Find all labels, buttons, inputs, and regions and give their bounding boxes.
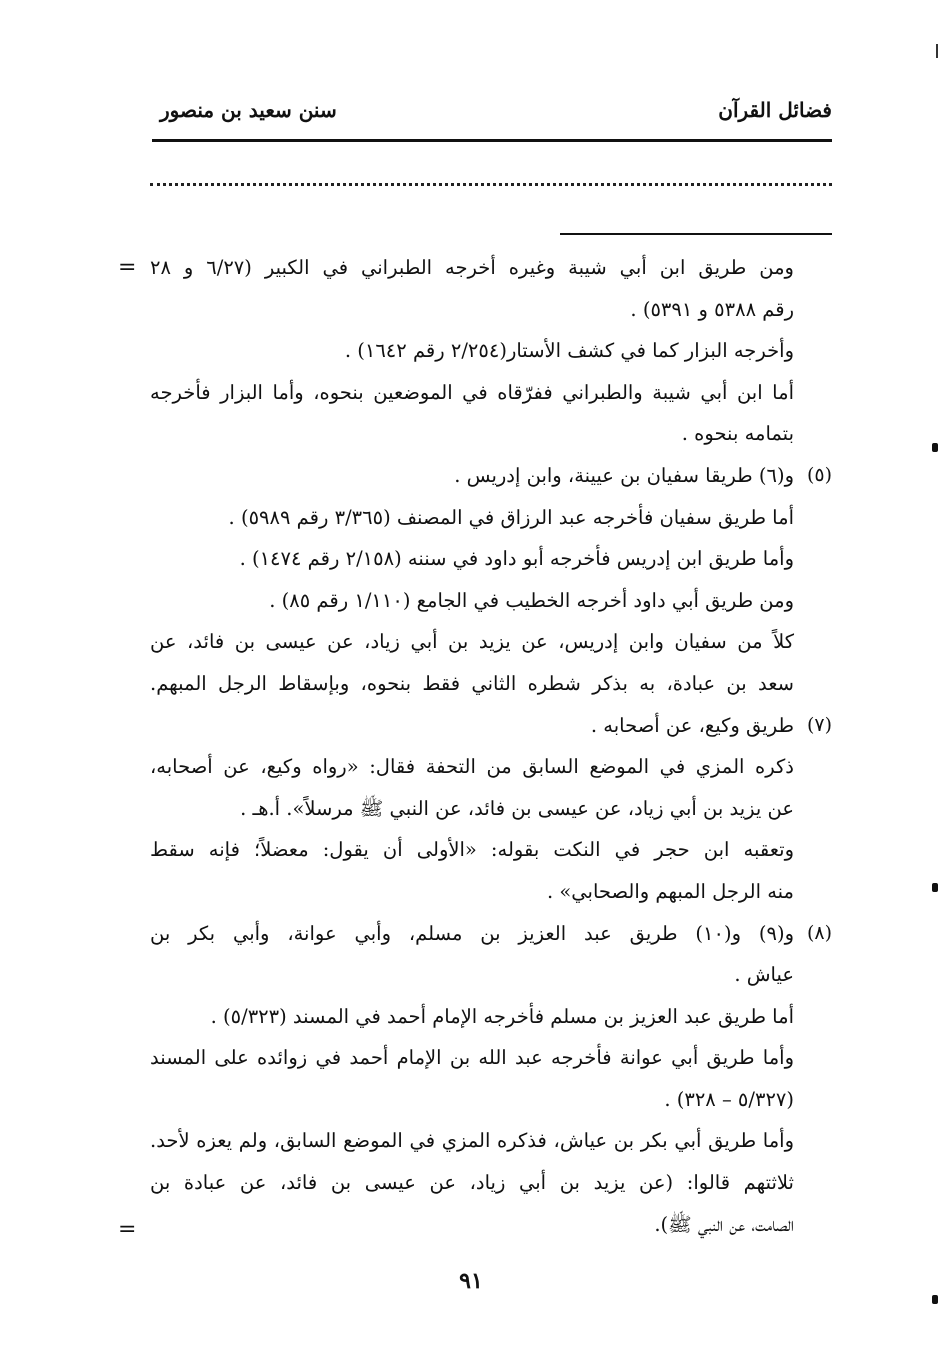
footnote-text: عياش . <box>734 963 794 987</box>
footnotes-body <box>150 247 832 1245</box>
footnote-line <box>150 289 832 331</box>
dotted-separator <box>150 183 832 186</box>
footnote-text: أما ابن أبي شيبة والطبراني ففرّقاه في الموضعين بنحوه، وأما البزار فأخرجه <box>150 380 794 404</box>
footnote-text: كلاً من سفيان وابن إدريس، عن يزيد بن أبي زياد، عن عيسى بن فائد، عن <box>150 630 794 654</box>
footnote-number: (٥) <box>806 463 832 486</box>
footnote-line <box>150 413 832 455</box>
scan-edge-mark <box>932 443 938 452</box>
footnote-text: أما طريق عبد العزيز بن مسلم فأخرجه الإمام أحمد في المسند (٥/٣٢٣) . <box>210 1004 794 1028</box>
footnote-line <box>150 829 832 871</box>
footnote-line <box>150 1204 832 1246</box>
continuation-mark-top: = <box>118 255 137 280</box>
footnote-text: ذكره المزي في الموضع السابق من التحفة فقال: «رواه وكيع، عن أصحابه، <box>150 755 794 779</box>
footnote-line <box>150 954 832 996</box>
running-header-book-title: سنن سعيد بن منصور <box>160 98 337 122</box>
footnote-text: سعد بن عبادة، به بذكر شطره الثاني فقط بنحوه، وبإسقاط الرجل المبهم. <box>150 671 794 695</box>
footnote-number: (٨) <box>806 921 832 944</box>
footnote-text: أما طريق سفيان فأخرجه عبد الرزاق في المصنف (٣/٣٦٥ رقم ٥٩٨٩) . <box>228 505 794 529</box>
footnote-text: ومن طريق ابن أبي شيبة وغيره أخرجه الطبراني في الكبير (٦/٢٧ و ٢٨ <box>150 256 794 279</box>
footnote-line <box>150 788 832 830</box>
footnote-line <box>150 455 832 497</box>
footnote-text: ومن طريق أبي داود أخرجه الخطيب في الجامع (١/١١٠ رقم ٨٥) . <box>269 588 794 612</box>
footnote-text: الصامت، عن النبي ﷺ). <box>654 1212 794 1236</box>
footnote-text: ثلاثتهم قالوا: (عن يزيد بن أبي زياد، عن عيسى بن فائد، عن عبادة بن <box>150 1171 794 1195</box>
footnote-line <box>150 372 832 414</box>
footnote-line <box>150 913 832 955</box>
scan-edge-mark <box>932 883 938 892</box>
footnote-text: و(٩) و(١٠) طريق عبد العزيز بن مسلم، وأبي عوانة، وأبي بكر بن <box>150 921 794 945</box>
footnote-line <box>150 1037 832 1079</box>
footnote-text: (٥/٣٢٧ – ٣٢٨) . <box>664 1087 794 1111</box>
footnote-line <box>150 1079 832 1121</box>
header-rule <box>152 139 832 142</box>
footnote-text: بتمامه بنحوه . <box>681 422 794 446</box>
footnote-line <box>150 996 832 1038</box>
footnote-line <box>150 1120 832 1162</box>
footnote-line <box>150 663 832 705</box>
page-number: ٩١ <box>459 1268 483 1294</box>
footnote-line <box>150 330 832 372</box>
footnote-text: منه الرجل المبهم والصحابي» . <box>546 879 794 903</box>
footnote-text: عن يزيد بن أبي زياد، عن عيسى بن فائد، عن النبي ﷺ مرسلاً». أ.هـ . <box>240 796 794 820</box>
continuation-mark-bottom: = <box>118 1217 137 1242</box>
running-header-chapter: فضائل القرآن <box>718 98 832 122</box>
footnote-rule <box>560 233 832 235</box>
footnote-line <box>150 497 832 539</box>
footnote-line <box>150 247 832 289</box>
footnote-line <box>150 621 832 663</box>
footnote-text: و(٦) طريقا سفيان بن عيينة، وابن إدريس . <box>454 463 794 487</box>
scan-edge-mark <box>932 1295 938 1304</box>
footnote-text: وأما طريق ابن إدريس فأخرجه أبو داود في سننه (٢/١٥٨ رقم ١٤٧٤) . <box>239 547 794 571</box>
scan-edge-mark <box>936 44 938 58</box>
footnote-text: رقم ٥٣٨٨ و ٥٣٩١) . <box>630 297 794 321</box>
footnote-text: وأخرجه البزار كما في كشف الأستار(٢/٢٥٤ رقم ١٦٤٢) . <box>344 339 794 363</box>
footnote-text: وتعقبه ابن حجر في النكت بقوله: «الأولى أن يقول: معضلاً؛ فإنه سقط <box>150 838 794 862</box>
footnote-number: (٧) <box>806 713 832 736</box>
footnote-line <box>150 580 832 622</box>
footnote-text: طريق وكيع، عن أصحابه . <box>590 713 794 737</box>
footnote-line <box>150 746 832 788</box>
footnote-line <box>150 705 832 747</box>
footnote-text: وأما طريق أبي بكر بن عياش، فذكره المزي في الموضع السابق، ولم يعزه لأحد. <box>150 1129 794 1153</box>
footnote-text: وأما طريق أبي عوانة فأخرجه عبد الله بن الإمام أحمد في زوائده على المسند <box>150 1046 794 1070</box>
footnote-line <box>150 1162 832 1204</box>
footnote-line <box>150 871 832 913</box>
footnote-line <box>150 538 832 580</box>
